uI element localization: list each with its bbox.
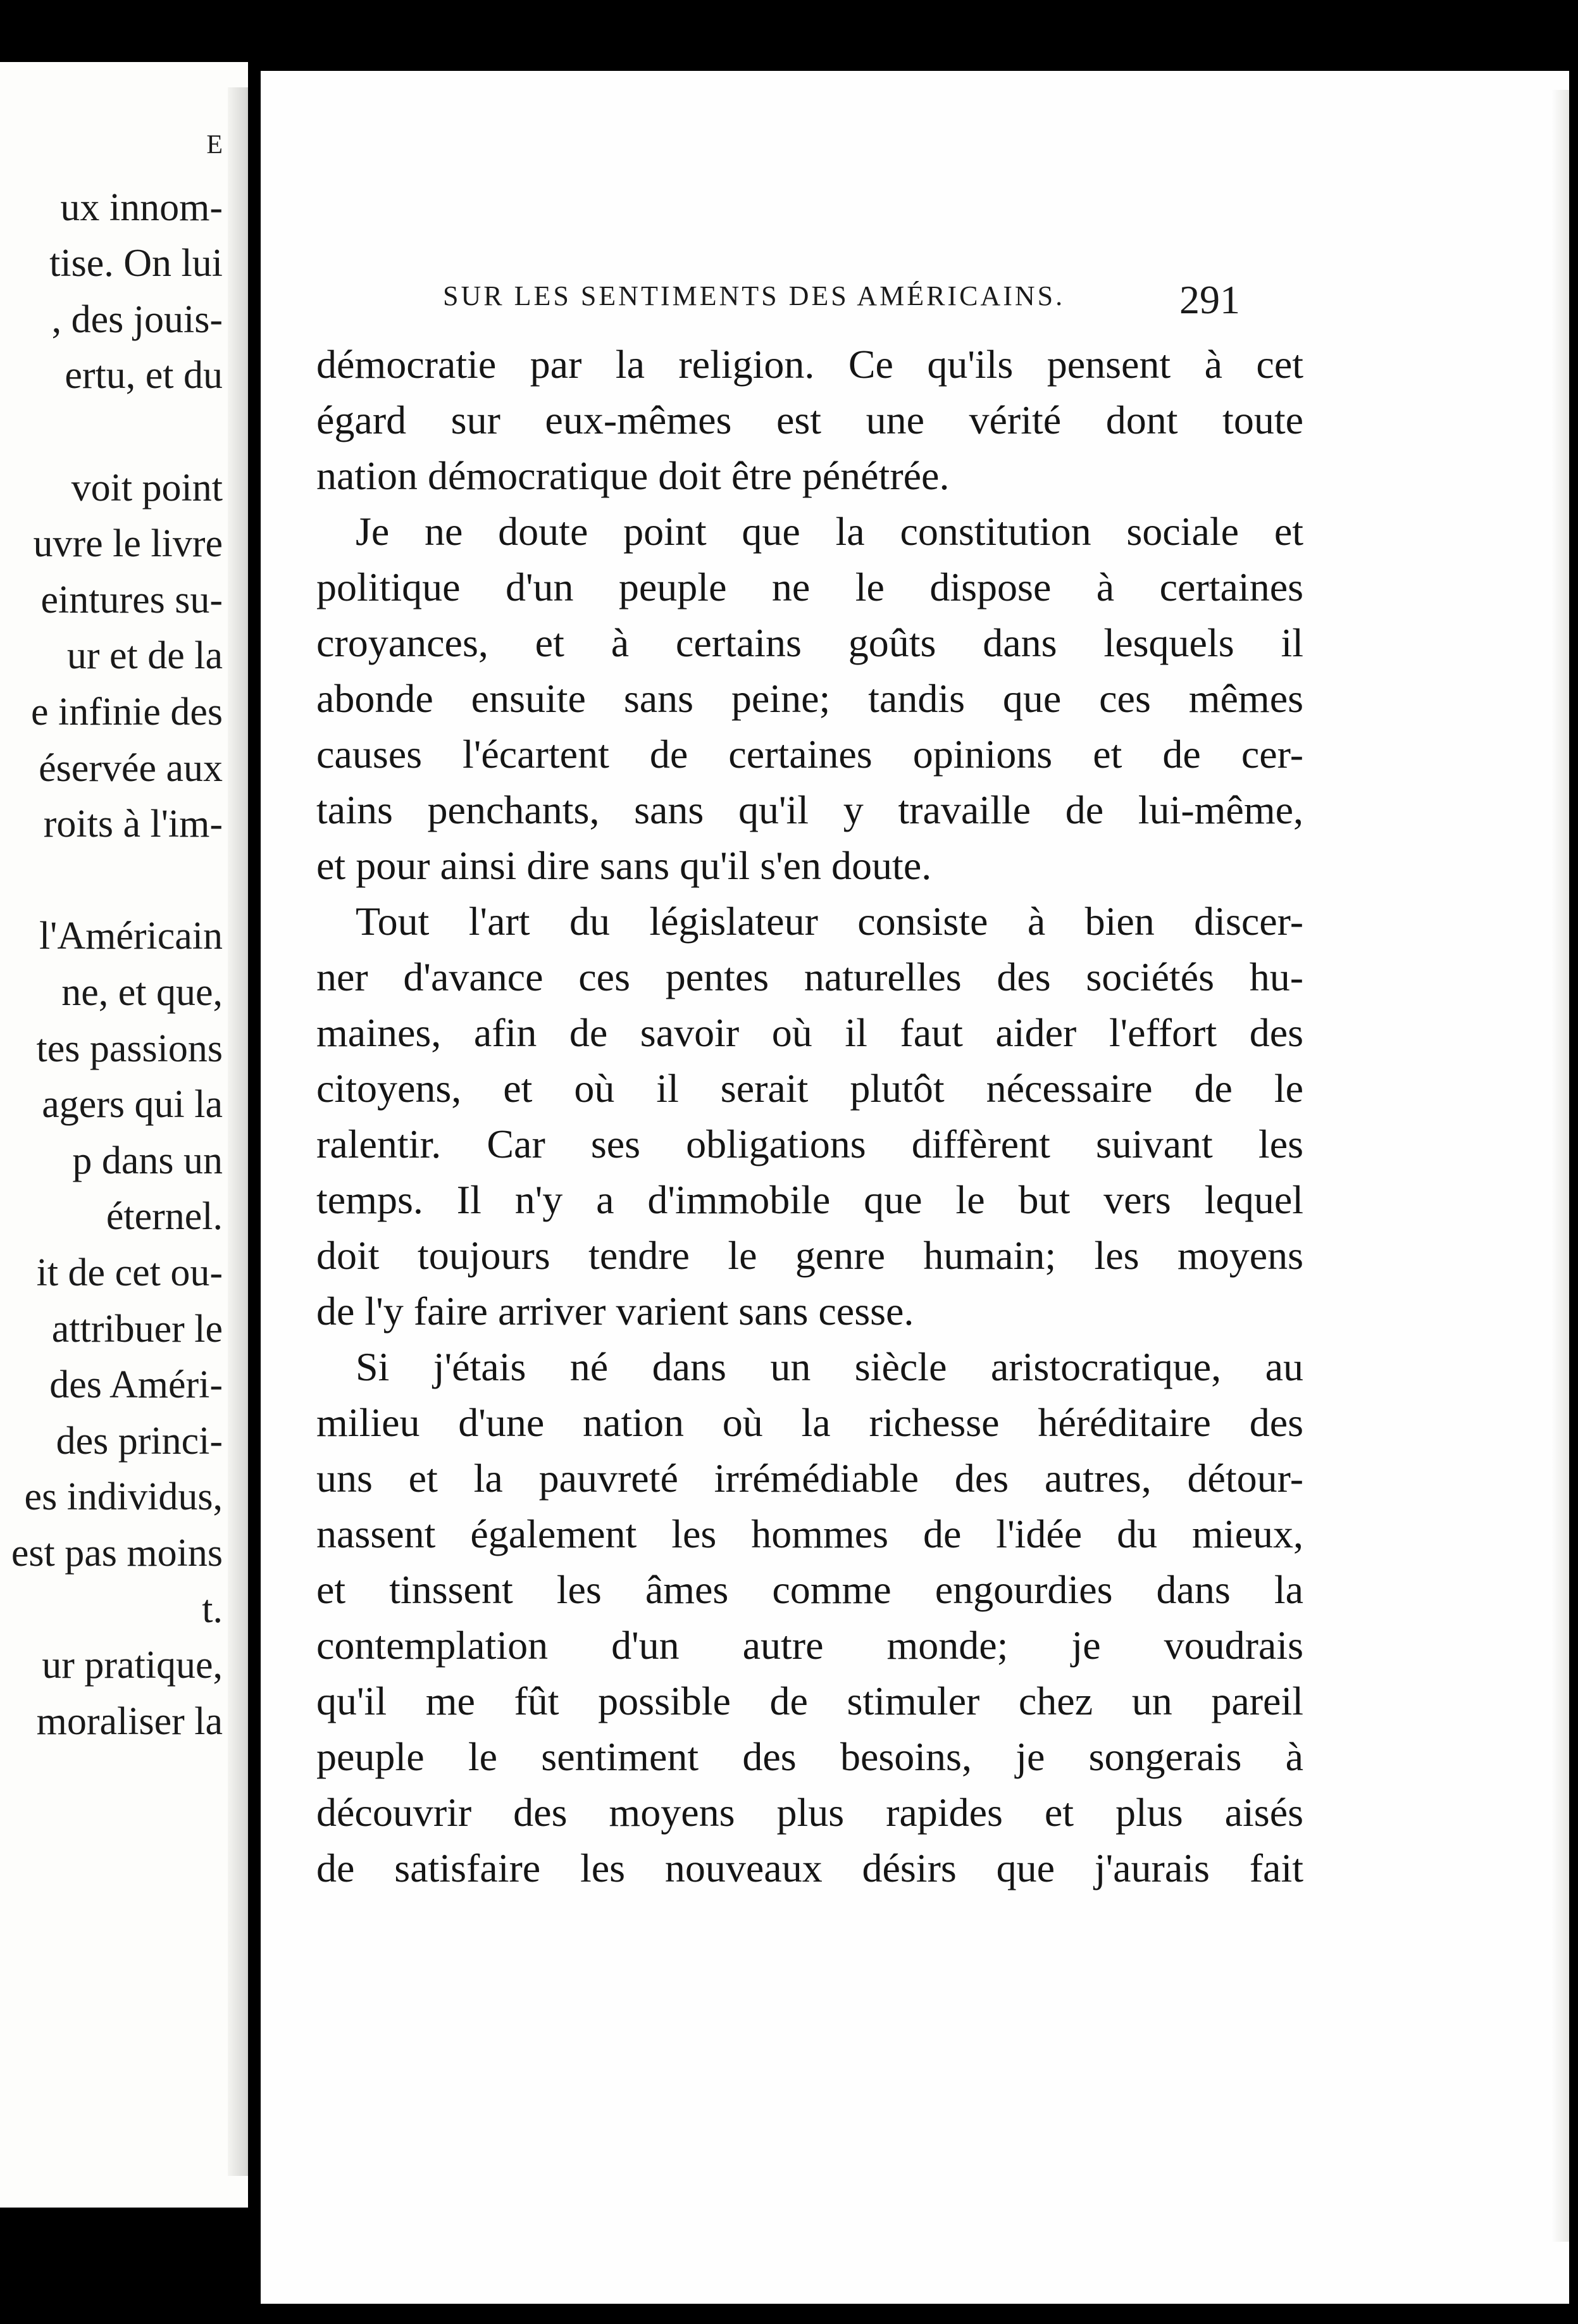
text-line: égard sur eux-mêmes est une vérité dont toute: [316, 397, 1303, 442]
text-line: et tinssent les âmes comme engourdies dans la: [316, 1567, 1303, 1612]
body-text: [316, 337, 1303, 1896]
text-line: politique d'un peuple ne le dispose à certaines: [316, 565, 1303, 609]
text-line: Si j'étais né dans un siècle aristocratique, au: [356, 1344, 1303, 1389]
text-line: de l'y faire arriver varient sans cesse.: [316, 1289, 914, 1334]
previous-page-line: voit point: [71, 466, 223, 509]
previous-page-line: , des jouis-: [51, 297, 223, 341]
previous-page-line: ertu, et du: [65, 354, 223, 397]
text-line: peuple le sentiment des besoins, je songerais à: [316, 1734, 1303, 1779]
text-line: nassent également les hommes de l'idée du mieux,: [316, 1511, 1303, 1556]
previous-page-line: it de cet ou-: [36, 1251, 223, 1294]
previous-page-line: ur pratique,: [42, 1644, 223, 1687]
text-line: causes l'écartent de certaines opinions et de cer-: [316, 732, 1303, 777]
page-number: 291: [1179, 277, 1240, 322]
text-line: temps. Il n'y a d'immobile que le but vers lequel: [316, 1177, 1303, 1222]
page-gutter: [228, 87, 248, 2176]
previous-page-line: ne, et que,: [61, 971, 223, 1014]
previous-page-line: ux innom-: [60, 185, 223, 229]
text-line: ner d'avance ces pentes naturelles des sociétés hu-: [316, 954, 1303, 999]
text-line: qu'il me fût possible de stimuler chez un pareil: [316, 1678, 1303, 1723]
text-line: doit toujours tendre le genre humain; les moyens: [316, 1233, 1303, 1278]
current-page: [261, 71, 1569, 2304]
text-line: maines, afin de savoir où il faut aider l'effort des: [316, 1010, 1303, 1055]
previous-page-line: est pas moins: [11, 1532, 223, 1575]
previous-page-line: ur et de la: [66, 634, 223, 678]
previous-page-line: tise. On lui: [49, 242, 223, 285]
previous-page-line: e infinie des: [30, 690, 223, 734]
previous-page-line: t.: [202, 1587, 223, 1631]
previous-page-line: E: [206, 130, 223, 159]
text-line: contemplation d'un autre monde; je voudrais: [316, 1623, 1303, 1668]
previous-page-line: eintures su-: [40, 578, 223, 622]
text-line: Je ne doute point que la constitution sociale et: [356, 509, 1303, 554]
text-line: uns et la pauvreté irrémédiable des autres, détour-: [316, 1456, 1303, 1501]
text-line: abonde ensuite sans peine; tandis que ces mêmes: [316, 676, 1303, 721]
text-line: ralentir. Car ses obligations diffèrent suivant les: [316, 1121, 1303, 1166]
text-line: citoyens, et où il serait plutôt nécessaire de le: [316, 1066, 1303, 1111]
previous-page-line: des Améri-: [49, 1363, 223, 1407]
text-line: et pour ainsi dire sans qu'il s'en doute.: [316, 843, 932, 888]
previous-page-line: es individus,: [24, 1475, 223, 1519]
text-line: démocratie par la religion. Ce qu'ils pensent à cet: [316, 342, 1303, 387]
previous-page-line: tes passions: [36, 1027, 223, 1070]
previous-page-line: l'Américain: [39, 915, 223, 958]
text-line: Tout l'art du législateur consiste à bien discer-: [356, 899, 1303, 944]
previous-page-line: des princi-: [56, 1419, 223, 1463]
text-line: tains penchants, sans qu'il y travaille de lui-même,: [316, 787, 1303, 832]
previous-page-line: attribuer le: [51, 1307, 223, 1351]
text-line: croyances, et à certains goûts dans lesquels il: [316, 620, 1303, 665]
previous-page-line: roits à l'im-: [43, 803, 223, 846]
previous-page-line: p dans un: [72, 1139, 223, 1182]
text-line: de satisfaire les nouveaux désirs que j'aurais fait: [316, 1846, 1303, 1890]
previous-page: [0, 62, 248, 2208]
previous-page-line: éternel.: [106, 1195, 223, 1239]
previous-page-line: éservée aux: [39, 746, 223, 790]
text-line: nation démocratique doit être pénétrée.: [316, 453, 950, 498]
previous-page-line: uvre le livre: [33, 522, 223, 566]
page-edge: [1551, 90, 1569, 2242]
previous-page-line: moraliser la: [36, 1699, 223, 1743]
text-line: découvrir des moyens plus rapides et plus aisés: [316, 1790, 1303, 1835]
text-line: milieu d'une nation où la richesse héréditaire des: [316, 1400, 1303, 1445]
running-head: SUR LES SENTIMENTS DES AMÉRICAINS.: [443, 280, 1065, 311]
previous-page-line: agers qui la: [42, 1083, 223, 1127]
